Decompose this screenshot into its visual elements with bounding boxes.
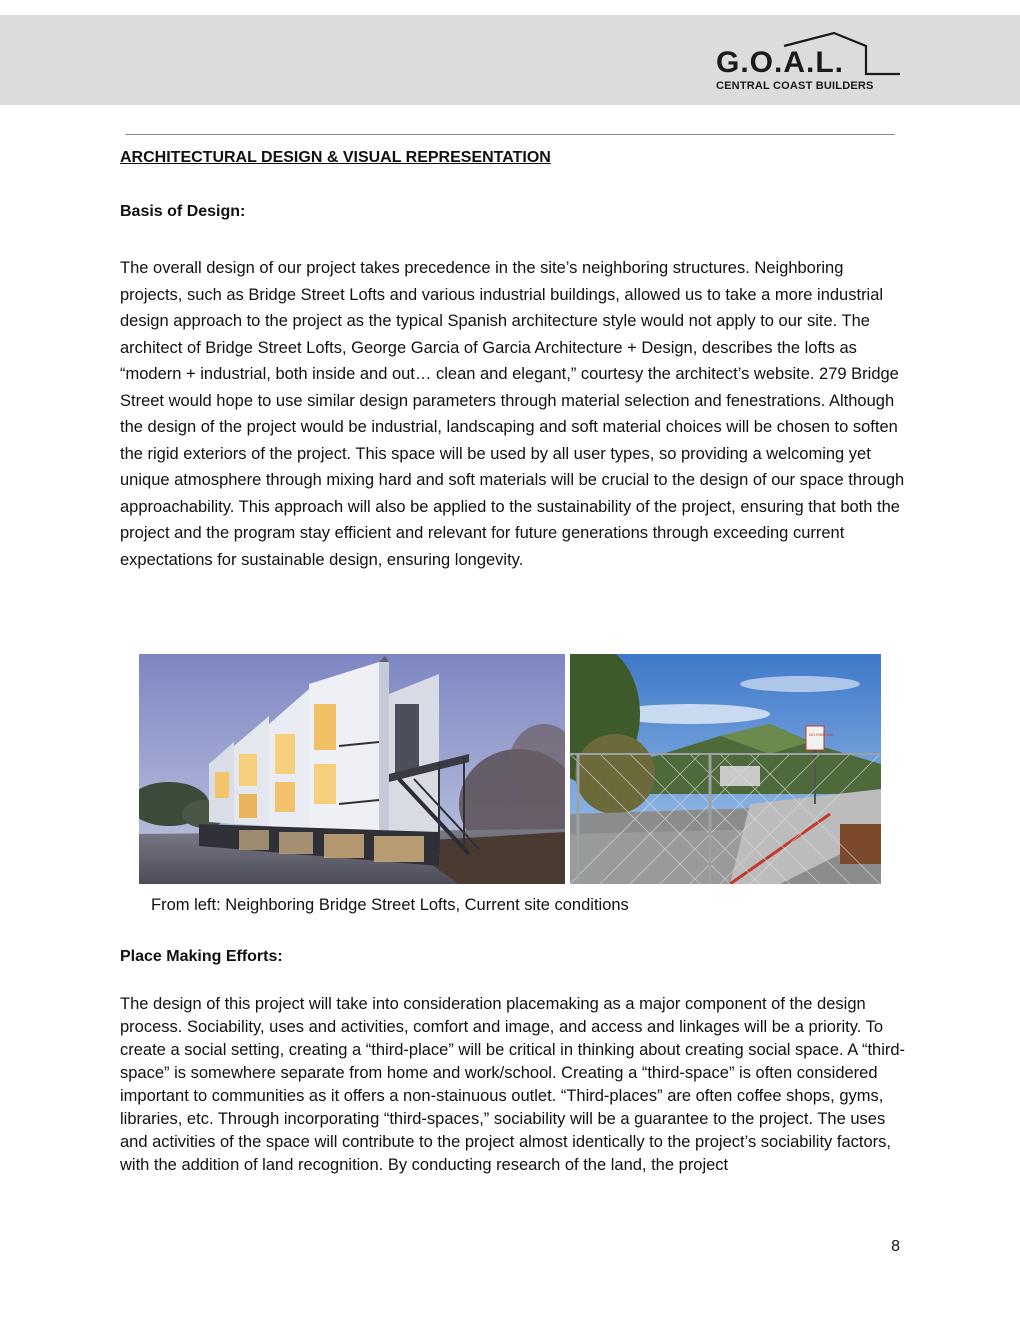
goal-logo (714, 30, 904, 92)
basis-heading: Basis of Design: (120, 203, 246, 220)
sign-text: NO PARKING (809, 732, 834, 737)
divider (125, 134, 895, 135)
figure-caption: From left: Neighboring Bridge Street Lofts, Current site conditions (151, 896, 629, 914)
placemaking-heading: Place Making Efforts: (120, 948, 283, 965)
basis-paragraph: The overall design of our project takes precedence in the site’s neighboring structures. Neighboring projects, such as Bridge Street Lofts and various industrial buildings, allowed us to take a more industrial design approach to the project as the typical Spanish architecture style would not apply to our site. The architect of Bridge Street Lofts, George Garcia of Garcia Architecture + Design, describes the lofts as “modern + industrial, both inside and out… clean and elegant,” courtesy the architect’s website. 279 Bridge Street would hope to use similar design parameters through material selection and fenestrations. Although the design of the project would be industrial, landscaping and soft material choices will be chosen to soften the rigid exteriors of the project. This space will be used by all user types, so providing a welcoming yet unique atmosphere through mixing hard and soft materials will be crucial to the design of our space through approachability. This approach will also be applied to the sustainability of the project, ensuring that both the project and the program stay efficient and relevant for future generations through exceeding current expectations for sustainable design, ensuring longevity. (120, 259, 905, 569)
page-number: 8 (891, 1238, 900, 1255)
logo-name: G.O.A.L. (716, 46, 844, 79)
section-title: ARCHITECTURAL DESIGN & VISUAL REPRESENTATION (120, 149, 551, 166)
logo-subtitle: CENTRAL COAST BUILDERS (716, 80, 874, 92)
current-site-photo (570, 654, 881, 884)
bridge-street-lofts-photo (139, 654, 565, 884)
placemaking-paragraph: The design of this project will take into consideration placemaking as a major component of the design process. Sociability, uses and activities, comfort and image, and access and linkages will be a priority. To create a social setting, creating a “third-place” will be critical in thinking about creating social space. A “third-space” is somewhere separate from home and work/school. Creating a “third-space” is often considered important to communities as it offers a non-stainuous outlet. “Third-places” are often coffee shops, gyms, libraries, etc. Through incorporating “third-spaces,” sociability will be a guarantee to the project. The uses and activities of the space will contribute to the project almost identically to the project’s sociability factors, with the addition of land recognition. By conducting research of the land, the project (120, 995, 906, 1174)
